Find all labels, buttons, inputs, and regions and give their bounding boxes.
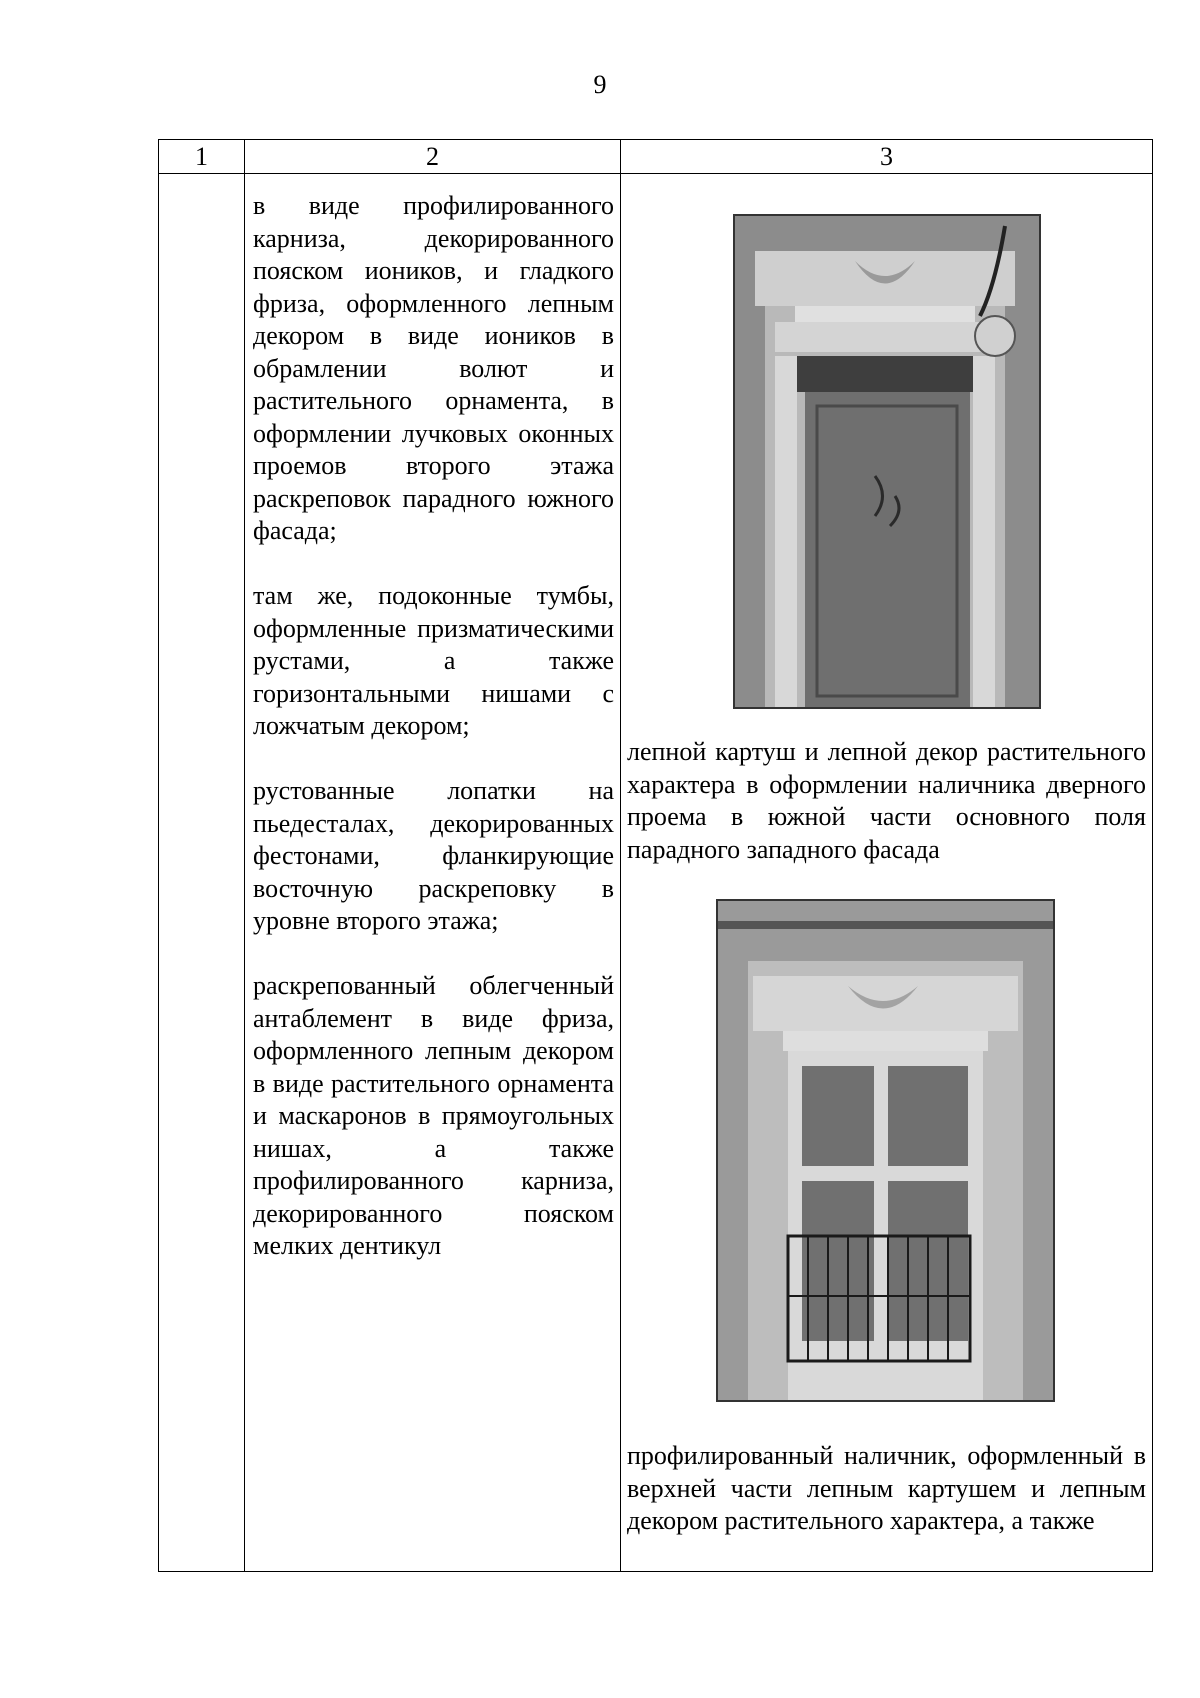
header-col-1: 1 (159, 140, 245, 174)
document-table (158, 139, 1153, 1572)
description-paragraph-2: там же, подоконные тумбы, оформленные призматическими рустами, а также горизонтальными нишами с ложчатым декором; (253, 581, 614, 740)
cell-col-1 (159, 174, 245, 1572)
page-number: 9 (593, 70, 607, 99)
description-paragraph-1: в виде профилированного карниза, декорированного пояском иоников, и гладкого фриза, оформленного лепным декором в виде иоников в обрамлении волют и растительного орнамента, в оформлении лучковых оконных проемов второго этажа раскреповок парадного южного фасада; (253, 191, 614, 545)
table-header-row (159, 140, 1153, 174)
photo-caption-2: профилированный наличник, оформленный в верхней части лепным картушем и лепным декором растительного характера, а также (627, 1441, 1146, 1535)
cell-col-2 (245, 174, 621, 1572)
photo-caption-1: лепной картуш и лепной декор растительного характера в оформлении наличника дверного проема в южной части основного поля парадного западного фасада (627, 737, 1146, 864)
cell-col-3 (621, 174, 1153, 1572)
table-row (159, 174, 1153, 1572)
header-col-3: 3 (621, 140, 1153, 174)
description-paragraph-3: рустованные лопатки на пьедесталах, декорированных фестонами, фланкирующие восточную раскреповку в уровне второго этажа; (253, 776, 614, 935)
header-col-2: 2 (245, 140, 621, 174)
door-photo (733, 214, 1041, 709)
window-photo (716, 899, 1055, 1402)
description-paragraph-4: раскрепованный облегченный антаблемент в виде фриза, оформленного лепным декором в виде растительного орнамента и маскаронов в прямоугольных нишах, а также профилированного карниза, декорированного пояском мелких дентикул (253, 971, 614, 1260)
